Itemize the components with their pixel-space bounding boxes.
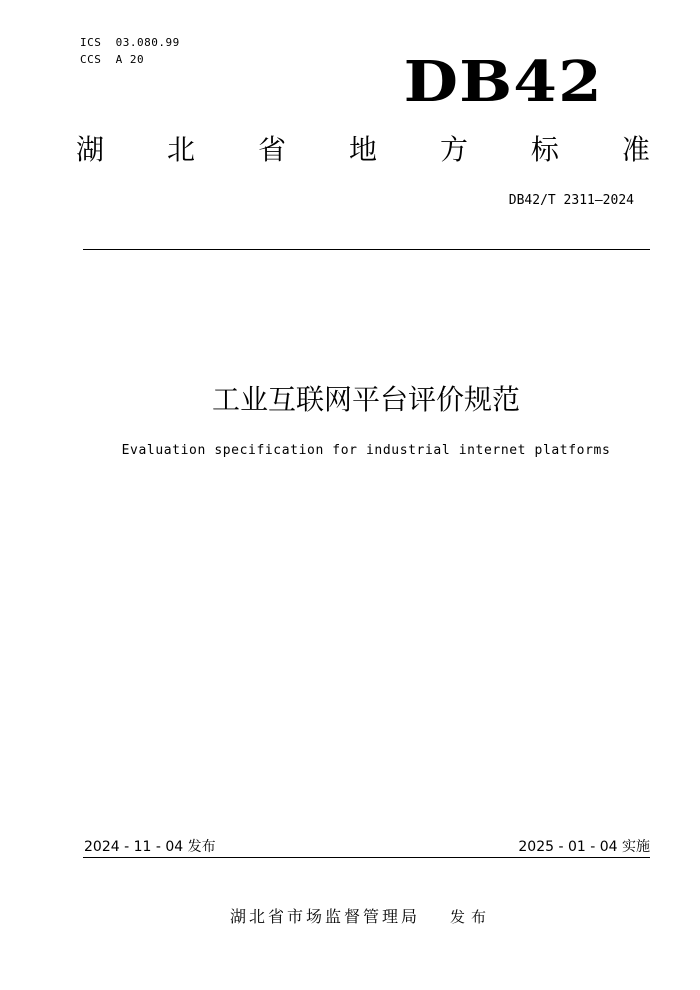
standard-type-char: 北 (166, 133, 195, 166)
document-title-chinese: 工业互联网平台评价规范 (211, 383, 520, 416)
publish-label: 发布 (450, 908, 493, 926)
publisher-line (0, 904, 700, 927)
standard-type-char: 湖 (76, 133, 105, 166)
ccs-code: CCS A 20 (80, 53, 145, 66)
standard-code-mark: DB42 (403, 49, 603, 115)
top-divider (83, 249, 650, 250)
standard-type-heading (76, 133, 650, 166)
publisher-name: 湖北省市场监督管理局 (229, 907, 420, 926)
bottom-divider (83, 857, 650, 858)
standard-number: DB42/T 2311—2024 (508, 193, 634, 208)
standard-type-char: 地 (348, 133, 377, 166)
standard-type-char: 省 (257, 133, 286, 166)
implementation-date: 2025 - 01 - 04 实施 (518, 839, 650, 855)
ics-code: ICS 03.080.99 (80, 36, 180, 49)
document-title-english: Evaluation specification for industrial internet platforms (121, 443, 611, 458)
standard-type-char: 方 (439, 133, 468, 166)
standard-type-char: 准 (621, 133, 650, 166)
issue-date: 2024 - 11 - 04 发布 (84, 839, 216, 855)
standard-type-char: 标 (530, 133, 559, 166)
